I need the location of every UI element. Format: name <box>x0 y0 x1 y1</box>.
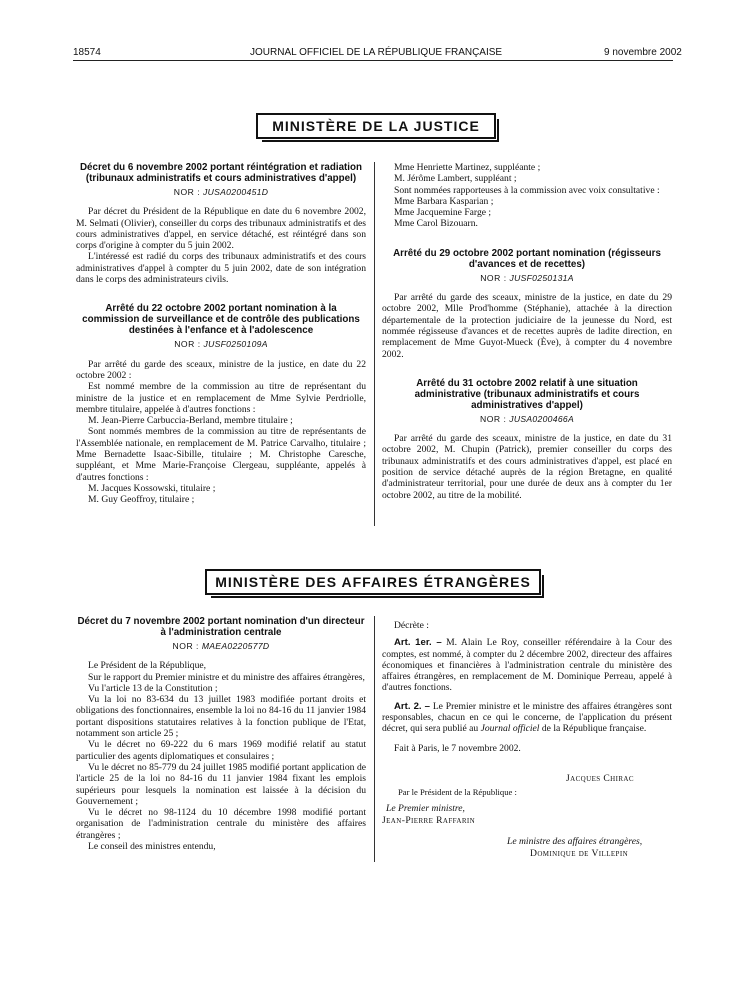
paragraph: Vu le décret no 69-222 du 6 mars 1969 modifié relatif au statut particulier des agents diplomatiques et consulaires ; <box>76 739 366 762</box>
nor-label: NOR : <box>172 641 199 651</box>
paragraph: M. Guy Geoffroy, titulaire ; <box>88 494 195 506</box>
ministre-affaires-title: Le ministre des affaires étrangères, <box>507 836 643 847</box>
nor-reference <box>76 641 366 652</box>
nor-code: JUSA0200466A <box>509 413 575 424</box>
premier-ministre-name: Jean-Pierre Raffarin <box>382 815 476 826</box>
paragraph: Vu l'article 13 de la Constitution ; <box>88 682 218 694</box>
decree-title: Décret du 7 novembre 2002 portant nomination d'un directeur à l'administration centrale <box>77 616 365 638</box>
arrete-regisseurs <box>382 248 672 360</box>
nor-reference <box>382 273 672 284</box>
ministry-affaires-heading: MINISTÈRE DES AFFAIRES ÉTRANGÈRES <box>205 569 541 595</box>
signature-president: Jacques Chirac <box>566 773 634 784</box>
paragraph: Mme Carol Bizouarn. <box>394 218 478 230</box>
arrete-situation <box>382 378 672 501</box>
paragraph: Mme Jacquemine Farge ; <box>394 207 492 219</box>
paragraph: M. Jacques Kossowski, titulaire ; <box>88 482 216 494</box>
decrete: Décrète : <box>394 620 429 631</box>
paragraph: Le Président de la République, <box>88 660 207 672</box>
paragraph: Vu la loi no 83-634 du 13 juillet 1983 modifiée portant droits et obligations des fonctionnaires, ensemble la loi no 84-16 du 11 janvier 1984 portant dispositions statutaires relatives à la fonction publique de l'Etat, notamment son article 25 ; <box>76 694 366 740</box>
nor-label: NOR : <box>174 339 201 350</box>
journal-officiel: Journal officiel <box>480 723 540 735</box>
column-divider <box>374 616 375 862</box>
par-le-president: Par le Président de la République : <box>398 787 517 797</box>
issue-date: 9 novembre 2002 <box>604 47 682 58</box>
arrete-title: Arrêté du 31 octobre 2002 relatif à une situation administrative (tribunaux administratifs et cours administratives d'appel) <box>414 377 640 411</box>
paragraph: Par décret du Président de la République en date du 6 novembre 2002, M. Selmati (Olivier), conseiller du corps des tribunaux administratifs et des cours administratives d'appel, en service détaché, est réintégré dans son corps d'origine à compter du 5 juin 2002. <box>76 206 366 252</box>
nor-reference <box>76 187 366 198</box>
paragraph: Sont nommées rapporteuses à la commission avec voix consultative : <box>394 184 660 196</box>
paragraph: Sur le rapport du Premier ministre et du ministre des affaires étrangères, <box>88 671 365 683</box>
paragraph: Par arrêté du garde des sceaux, ministre de la justice, en date du 22 octobre 2002 : <box>76 358 366 381</box>
paragraph: Mme Henriette Martinez, suppléante ; <box>394 162 541 173</box>
arrete-title: Arrêté du 29 octobre 2002 portant nomination (régisseurs d'avances et de recettes) <box>393 247 661 270</box>
paragraph: Vu le décret no 98-1124 du 10 décembre 1998 modifié portant organisation de l'administration centrale du ministère des affaires étrangères ; <box>76 807 366 841</box>
decree-reintegration <box>76 162 366 285</box>
paragraph: L'intéressé est radié du corps des tribunaux administratifs et des cours administratives d'appel à compter du 5 juin 2002, date de son intégration dans le corps des administrateurs civils. <box>76 251 366 286</box>
justice-right-column <box>382 162 672 501</box>
nor-code: JUSF0250109A <box>203 339 268 350</box>
decree-title: Décret du 6 novembre 2002 portant réintégration et radiation (tribunaux administratifs et cours administratives d'appel) <box>79 162 362 184</box>
article-1 <box>382 637 672 693</box>
paragraph: M. Jérôme Lambert, suppléant ; <box>394 173 517 185</box>
arrete-title: Arrêté du 22 octobre 2002 portant nomination à la commission de surveillance et de contrôle des publications destinées à l'enfance et à l'adolescence <box>82 303 360 337</box>
nor-label: NOR : <box>173 187 201 197</box>
paragraph: Par arrêté du garde des sceaux, ministre de la justice, en date du 31 octobre 2002, M. Chupin (Patrick), premier conseiller du corps des tribunaux administratifs et des cours administratives d'appel, est placé en position de service détaché auprès de la région Bretagne, en qualité d'administrateur territorial, pour une durée de deux ans à compter du 1er octobre 2002, au titre de la mobilité. <box>382 433 672 501</box>
paragraph: Sont nommés membres de la commission au titre de représentants de l'Assemblée nationale, en remplacement de M. Patrice Carvalho, titulaire ; Mme Bernadette Isaac-Sibille, titulaire ; M. Christophe Caresche, suppléant, et Mme Marie-Françoise Clergeau, suppléante, appelés à d'autres fonctions : <box>76 426 366 483</box>
paragraph: Par arrêté du garde des sceaux, ministre de la justice, en date du 29 octobre 2002, Mlle Prod'homme (Stéphanie), attachée à la direction départementale de la protection judiciaire de la jeunesse du Nord, est nommée régisseuse d'avances et de recettes auprès de ladite direction, en remplacement de Mme Guyot-Mueck (Ève), à compter du 4 novembre 2002. <box>382 292 672 360</box>
article-text-end: de la République française. <box>541 723 647 735</box>
article-text: M. Alain Le Roy, conseiller référendaire à la Cour des comptes, est nommé, à compter du 2 décembre 2002, directeur des affaires économiques et financières à l'administration centrale du ministère des affaires étrangères, en remplacement de M. Dominique Perreau, appelé à d'autres fonctions. <box>382 637 672 694</box>
ministre-affaires-name: Dominique de Villepin <box>530 848 629 859</box>
arrete-commission <box>76 303 366 505</box>
justice-left-column <box>76 162 366 506</box>
header-rule <box>73 60 673 61</box>
affaires-left-column <box>76 616 366 852</box>
nor-code: JUSF0250131A <box>509 272 574 283</box>
article-2 <box>382 701 672 735</box>
fait-a-paris: Fait à Paris, le 7 novembre 2002. <box>394 742 521 754</box>
article-label: Art. 2. – <box>394 700 430 712</box>
nor-label: NOR : <box>479 413 507 424</box>
nor-code: JUSA0200451D <box>203 187 269 197</box>
nor-reference <box>382 414 672 425</box>
nor-label: NOR : <box>480 272 507 283</box>
column-divider <box>374 162 375 526</box>
paragraph: Le conseil des ministres entendu, <box>88 841 216 853</box>
paragraph: Vu le décret no 85-779 du 24 juillet 1985 modifié portant application de l'article 25 de la loi no 84-16 du 11 janvier 1984 fixant les emplois supérieurs pour lesquels la nomination est laissée à la décision du Gouvernement ; <box>76 761 366 807</box>
paragraph: Mme Barbara Kasparian ; <box>394 195 494 207</box>
paragraph: M. Jean-Pierre Carbuccia-Berland, membre titulaire ; <box>88 415 293 427</box>
nor-reference <box>76 339 366 350</box>
article-text: Le Premier ministre et le ministre des affaires étrangères sont responsables, chacun en ce qui le concerne, de l'application du présent décret, qui sera publié au <box>382 700 672 735</box>
ministry-justice-heading: MINISTÈRE DE LA JUSTICE <box>256 113 496 139</box>
journal-title: JOURNAL OFFICIEL DE LA RÉPUBLIQUE FRANÇAISE <box>250 47 503 58</box>
premier-ministre-title: Le Premier ministre, <box>386 803 465 814</box>
affaires-right-column <box>382 620 672 754</box>
article-label: Art. 1er. – <box>394 637 442 649</box>
nor-code: MAEA0220577D <box>201 641 270 651</box>
paragraph: Est nommé membre de la commission au titre de représentant du ministre de la justice et en remplacement de Mme Sylvie Perdriolle, membre titulaire, appelée à d'autres fonctions : <box>76 381 366 415</box>
page-number: 18574 <box>73 47 101 58</box>
